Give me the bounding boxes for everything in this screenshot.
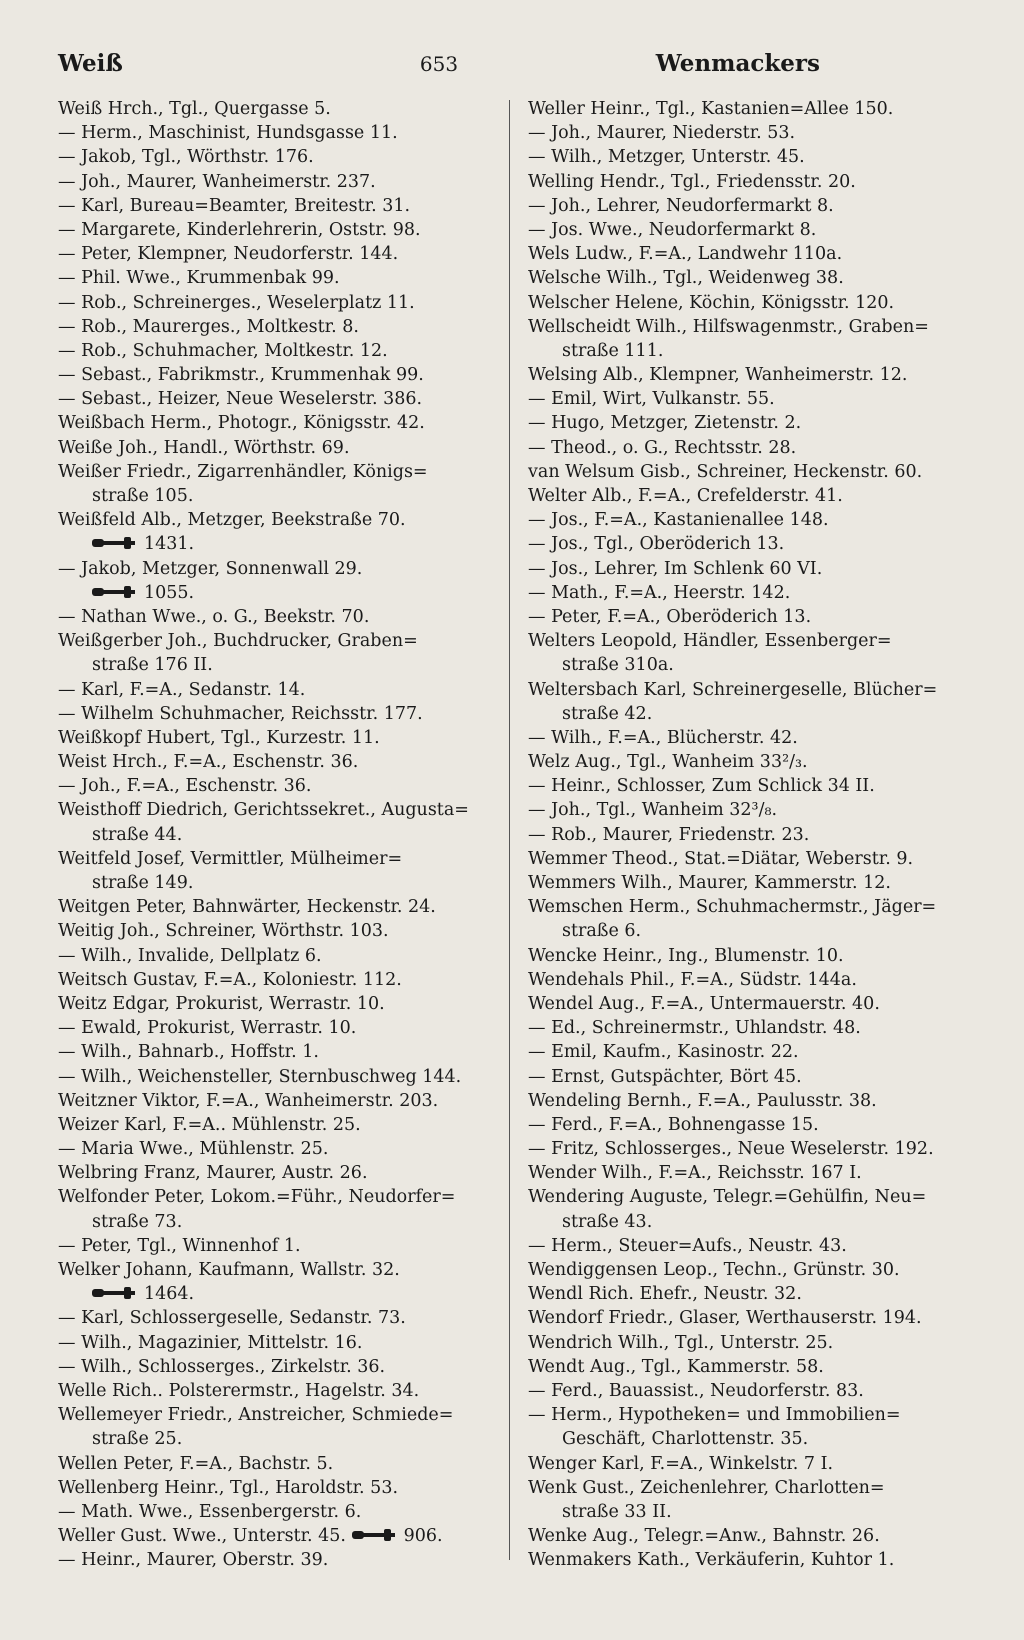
entry-text: Welter Alb., F.=A., Crefelderstr. 41.	[528, 486, 843, 506]
directory-entry	[528, 1016, 952, 1040]
entry-text: — Joh., Maurer, Wanheimerstr. 237.	[58, 171, 376, 192]
directory-entry	[528, 992, 952, 1016]
entry-text: straße 176 II.	[92, 655, 213, 676]
directory-entry	[58, 1089, 488, 1113]
entry-continuation	[528, 339, 952, 363]
entry-text: — Fritz, Schlosserges., Neue Weselerstr. 192.	[528, 1139, 934, 1160]
entry-continuation	[528, 1210, 952, 1234]
entry-text: — Rob., Maurerges., Moltkestr. 8.	[58, 316, 359, 337]
directory-entry	[528, 1331, 952, 1355]
directory-entry	[528, 1524, 952, 1548]
entry-text: Weitzner Viktor, F.=A., Wanheimerstr. 203.	[58, 1090, 439, 1111]
directory-entry	[58, 1524, 488, 1548]
entry-text: — Jos., F.=A., Kastanienallee 148.	[528, 510, 829, 531]
entry-text: Weißkopf Hubert, Tgl., Kurzestr. 11.	[58, 727, 380, 748]
entry-text: — Wilhelm Schuhmacher, Reichsstr. 177.	[58, 703, 423, 724]
entry-continuation	[58, 1282, 488, 1306]
directory-entry	[528, 1113, 952, 1137]
directory-entry	[58, 460, 488, 484]
directory-entry	[528, 944, 952, 968]
left-column	[58, 97, 488, 1572]
entry-text: Wellenberg Heinr., Tgl., Haroldstr. 53.	[58, 1477, 399, 1498]
directory-entry	[528, 1282, 952, 1306]
directory-entry	[58, 629, 488, 653]
entry-text: Welscher Helene, Köchin, Königsstr. 120.	[528, 292, 895, 313]
header-first-entry: Weiß	[58, 50, 123, 77]
entry-text: — Theod., o. G., Rechtsstr. 28.	[528, 437, 797, 458]
directory-entry	[58, 1137, 488, 1161]
entry-continuation	[58, 1210, 488, 1234]
entry-text: — Peter, Tgl., Winnenhof 1.	[58, 1235, 301, 1256]
directory-entry	[58, 1379, 488, 1403]
entry-text: — Joh., F.=A., Eschenstr. 36.	[58, 776, 312, 797]
entry-text: — Joh., Lehrer, Neudorfermarkt 8.	[528, 195, 834, 216]
directory-entry	[528, 411, 952, 435]
right-column	[528, 97, 952, 1572]
directory-entry	[528, 508, 952, 532]
entry-continuation	[58, 581, 488, 605]
directory-entry	[528, 823, 952, 847]
entry-text: Wenke Aug., Telegr.=Anw., Bahnstr. 26.	[528, 1526, 880, 1547]
entry-text: Weißer Friedr., Zigarrenhändler, Königs=	[58, 461, 428, 482]
telephone-icon	[92, 1286, 136, 1300]
directory-entry	[528, 436, 952, 460]
directory-entry	[58, 1355, 488, 1379]
directory-entry	[528, 557, 952, 581]
directory-entry	[58, 194, 488, 218]
entry-text: — Margarete, Kinderlehrerin, Oststr. 98.	[58, 219, 421, 240]
entry-text: Weitz Edgar, Prokurist, Werrastr. 10.	[58, 993, 385, 1014]
directory-entry	[528, 315, 952, 339]
entry-continuation	[58, 871, 488, 895]
directory-entry	[58, 145, 488, 169]
entry-text: Wendeling Bernh., F.=A., Paulusstr. 38.	[528, 1090, 877, 1111]
directory-entry	[528, 1234, 952, 1258]
telephone-icon	[92, 585, 136, 599]
phone-number: 906.	[403, 1526, 443, 1547]
directory-entry	[58, 1452, 488, 1476]
directory-entry	[528, 774, 952, 798]
entry-continuation	[58, 484, 488, 508]
directory-entry	[58, 1306, 488, 1330]
directory-entry	[58, 121, 488, 145]
entry-text: Weißfeld Alb., Metzger, Beekstraße 70.	[58, 510, 406, 531]
directory-entry	[528, 678, 952, 702]
telephone-icon	[92, 536, 136, 550]
directory-entry	[58, 363, 488, 387]
entry-text: Weitsch Gustav, F.=A., Koloniestr. 112.	[58, 969, 402, 990]
entry-text: Welbring Franz, Maurer, Austr. 26.	[58, 1163, 368, 1184]
directory-entry	[58, 1548, 488, 1572]
entry-continuation	[528, 702, 952, 726]
entry-text: — Ed., Schreinermstr., Uhlandstr. 48.	[528, 1018, 861, 1039]
entry-text: — Ferd., F.=A., Bohnengasse 15.	[528, 1114, 819, 1135]
directory-entry	[528, 484, 952, 508]
entry-text: Wendl Rich. Ehefr., Neustr. 32.	[528, 1284, 802, 1305]
entry-continuation	[58, 653, 488, 677]
entry-text: — Maria Wwe., Mühlenstr. 25.	[58, 1139, 329, 1160]
entry-text: — Hugo, Metzger, Zietenstr. 2.	[528, 413, 802, 434]
directory-entry	[58, 605, 488, 629]
entry-text: Wenmakers Kath., Verkäuferin, Kuhtor 1.	[528, 1550, 895, 1571]
directory-entry	[58, 798, 488, 822]
entry-text: Weißbach Herm., Photogr., Königsstr. 42.	[58, 413, 425, 434]
entry-text: Welz Aug., Tgl., Wanheim 33²/₃.	[528, 752, 808, 773]
entry-text: straße 73.	[92, 1211, 183, 1232]
directory-entry	[58, 266, 488, 290]
directory-entry	[528, 1161, 952, 1185]
directory-entry	[528, 1548, 952, 1572]
entry-text: Wemmers Wilh., Maurer, Kammerstr. 12.	[528, 873, 891, 893]
directory-entry	[528, 194, 952, 218]
entry-text: Weitgen Peter, Bahnwärter, Heckenstr. 24.	[58, 897, 436, 918]
directory-entry	[528, 968, 952, 992]
directory-entry	[58, 387, 488, 411]
directory-entry	[528, 629, 952, 653]
directory-entry	[58, 774, 488, 798]
entry-text: — Peter, F.=A., Oberöderich 13.	[528, 606, 812, 627]
directory-entry	[58, 702, 488, 726]
entry-continuation	[528, 653, 952, 677]
entry-text: Wencke Heinr., Ing., Blumenstr. 10.	[528, 945, 844, 966]
directory-entry	[58, 242, 488, 266]
directory-entry	[58, 1185, 488, 1209]
directory-entry	[58, 411, 488, 435]
entry-text: Weiße Joh., Handl., Wörthstr. 69.	[58, 437, 350, 458]
entry-text: straße 42.	[562, 703, 653, 724]
directory-entry	[58, 1113, 488, 1137]
entry-text: Wellen Peter, F.=A., Bachstr. 5.	[58, 1453, 334, 1474]
directory-entry	[58, 1476, 488, 1500]
directory-entry	[58, 847, 488, 871]
directory-entry	[58, 557, 488, 581]
directory-entry	[58, 750, 488, 774]
entry-text: Wendiggensen Leop., Techn., Grünstr. 30.	[528, 1260, 900, 1280]
directory-entry	[58, 508, 488, 532]
entry-text: Welker Johann, Kaufmann, Wallstr. 32.	[58, 1260, 400, 1280]
directory-entry	[528, 387, 952, 411]
entry-text: van Welsum Gisb., Schreiner, Heckenstr. 60.	[528, 461, 923, 482]
entry-continuation	[58, 823, 488, 847]
directory-entry	[58, 1403, 488, 1427]
entry-continuation	[528, 919, 952, 943]
directory-entry	[58, 1016, 488, 1040]
entry-text: Welling Hendr., Tgl., Friedensstr. 20.	[528, 171, 856, 192]
entry-text: Wemschen Herm., Schuhmachermstr., Jäger=	[528, 897, 937, 918]
entry-text: straße 310a.	[562, 655, 674, 676]
entry-continuation	[58, 532, 488, 556]
header-last-entry: Wenmackers	[655, 50, 820, 77]
entry-text: — Peter, Klempner, Neudorferstr. 144.	[58, 244, 399, 265]
directory-entry	[528, 605, 952, 629]
directory-entry	[528, 218, 952, 242]
entry-text: Wendorf Friedr., Glaser, Werthauserstr. 194.	[528, 1308, 922, 1329]
entry-text: Wendehals Phil., F.=A., Südstr. 144a.	[528, 969, 857, 990]
directory-entry	[58, 944, 488, 968]
directory-entry	[528, 170, 952, 194]
entry-text: — Wilh., Invalide, Dellplatz 6.	[58, 945, 322, 966]
directory-entry	[528, 1089, 952, 1113]
directory-entry	[528, 1258, 952, 1282]
directory-entry	[528, 726, 952, 750]
directory-entry	[58, 1040, 488, 1064]
directory-entry	[528, 1379, 952, 1403]
directory-entry	[528, 581, 952, 605]
entry-text: Weisthoff Diedrich, Gerichtssekret., Augusta=	[58, 800, 469, 821]
directory-entry	[528, 363, 952, 387]
directory-entry	[58, 97, 488, 121]
entry-text: — Phil. Wwe., Krummenbak 99.	[58, 268, 340, 289]
entry-text: — Rob., Schreinerges., Weselerplatz 11.	[58, 292, 415, 313]
directory-entry	[528, 1065, 952, 1089]
entry-text: — Joh., Maurer, Niederstr. 53.	[528, 123, 796, 144]
page-number: 653	[419, 52, 459, 76]
entry-text: Welsing Alb., Klempner, Wanheimerstr. 12.	[528, 365, 908, 386]
entry-text: Wellscheidt Wilh., Hilfswagenmstr., Graben=	[528, 316, 929, 337]
entry-text: — Wilh., Magazinier, Mittelstr. 16.	[58, 1332, 363, 1353]
directory-entry	[58, 339, 488, 363]
directory-entry	[58, 895, 488, 919]
directory-entry	[528, 1355, 952, 1379]
entry-text: Weitfeld Josef, Vermittler, Mülheimer=	[58, 848, 403, 869]
entry-text: — Herm., Hypotheken= und Immobilien=	[528, 1405, 901, 1426]
entry-text: — Herm., Steuer=Aufs., Neustr. 43.	[528, 1235, 847, 1256]
directory-entry	[58, 436, 488, 460]
entry-text: — Emil, Kaufm., Kasinostr. 22.	[528, 1042, 799, 1063]
entry-text: — Math., F.=A., Heerstr. 142.	[528, 582, 791, 603]
entry-continuation	[58, 1427, 488, 1451]
directory-entry	[58, 919, 488, 943]
directory-entry	[58, 992, 488, 1016]
directory-entry	[58, 1161, 488, 1185]
entry-text: straße 44.	[92, 824, 183, 845]
directory-entry	[528, 750, 952, 774]
directory-entry	[58, 1331, 488, 1355]
entry-text: — Emil, Wirt, Vulkanstr. 55.	[528, 389, 775, 410]
entry-text: straße 111.	[562, 340, 664, 361]
entry-text: — Sebast., Heizer, Neue Weselerstr. 386.	[58, 389, 423, 410]
entry-text: Welsche Wilh., Tgl., Weidenweg 38.	[528, 268, 844, 289]
directory-entry	[528, 1403, 952, 1427]
entry-text: — Rob., Maurer, Friedenstr. 23.	[528, 824, 810, 845]
entry-text: — Joh., Tgl., Wanheim 32³/₈.	[528, 800, 778, 821]
entry-text: — Wilh., Schlosserges., Zirkelstr. 36.	[58, 1356, 386, 1377]
directory-entry	[528, 871, 952, 895]
entry-text: — Jos., Lehrer, Im Schlenk 60 VI.	[528, 558, 823, 579]
entry-text: 1464.	[144, 1284, 195, 1305]
directory-entry	[58, 170, 488, 194]
entry-text: Wels Ludw., F.=A., Landwehr 110a.	[528, 244, 843, 265]
entry-text: — Wilh., Bahnarb., Hoffstr. 1.	[58, 1042, 319, 1063]
directory-entry	[528, 266, 952, 290]
entry-text: — Jakob, Tgl., Wörthstr. 176.	[58, 147, 314, 168]
entry-text: straße 25.	[92, 1429, 183, 1450]
entry-text: — Herm., Maschinist, Hundsgasse 11.	[58, 123, 398, 144]
directory-entry	[528, 798, 952, 822]
directory-entry	[528, 145, 952, 169]
entry-text: straße 33 II.	[562, 1501, 672, 1522]
entry-text: — Ewald, Prokurist, Werrastr. 10.	[58, 1018, 357, 1039]
entry-continuation	[528, 1500, 952, 1524]
entry-text: Weiß Hrch., Tgl., Quergasse 5.	[58, 99, 331, 119]
directory-entry	[58, 1234, 488, 1258]
entry-text: 1055.	[144, 582, 195, 603]
entry-text: Welfonder Peter, Lokom.=Führ., Neudorfer=	[58, 1187, 456, 1208]
entry-text: Weltersbach Karl, Schreinergeselle, Blücher=	[528, 679, 938, 700]
entry-text: Wenger Karl, F.=A., Winkelstr. 7 I.	[528, 1453, 834, 1474]
directory-entry	[58, 1258, 488, 1282]
entry-text: — Wilh., Metzger, Unterstr. 45.	[528, 147, 805, 168]
entry-text: Wellemeyer Friedr., Anstreicher, Schmiede=	[58, 1405, 454, 1426]
entry-text: Welle Rich.. Polsterermstr., Hagelstr. 34.	[58, 1380, 420, 1401]
directory-entry	[528, 121, 952, 145]
entry-text: straße 43.	[562, 1211, 653, 1232]
entry-continuation	[528, 1427, 952, 1451]
entry-text: Geschäft, Charlottenstr. 35.	[562, 1429, 809, 1450]
entry-text: straße 149.	[92, 873, 194, 893]
entry-text: — Rob., Schuhmacher, Moltkestr. 12.	[58, 340, 388, 361]
entry-text: Wemmer Theod., Stat.=Diätar, Weberstr. 9.	[528, 848, 914, 869]
entry-text: Welters Leopold, Händler, Essenberger=	[528, 631, 892, 652]
directory-entry	[58, 726, 488, 750]
directory-entry	[528, 242, 952, 266]
directory-entry	[528, 895, 952, 919]
directory-entry	[58, 1500, 488, 1524]
entry-text: — Wilh., F.=A., Blücherstr. 42.	[528, 727, 798, 748]
entry-text: — Ferd., Bauassist., Neudorferstr. 83.	[528, 1380, 864, 1401]
entry-text: — Heinr., Maurer, Oberstr. 39.	[58, 1550, 329, 1571]
entry-text: Wendrich Wilh., Tgl., Unterstr. 25.	[528, 1332, 834, 1353]
entry-text: Wendering Auguste, Telegr.=Gehülfin, Neu=	[528, 1187, 927, 1208]
directory-entry	[528, 1452, 952, 1476]
directory-entry	[528, 847, 952, 871]
directory-entry	[528, 1137, 952, 1161]
entry-text: Wendel Aug., F.=A., Untermauerstr. 40.	[528, 993, 880, 1014]
column-divider	[509, 100, 510, 1560]
directory-entry	[528, 1040, 952, 1064]
directory-entry	[58, 1065, 488, 1089]
directory-entry	[528, 1306, 952, 1330]
entry-text: — Math. Wwe., Essenbergerstr. 6.	[58, 1501, 362, 1522]
entry-text: Wenk Gust., Zeichenlehrer, Charlotten=	[528, 1477, 885, 1498]
entry-text: Wendt Aug., Tgl., Kammerstr. 58.	[528, 1356, 824, 1377]
directory-entry	[58, 315, 488, 339]
entry-text: — Karl, Schlossergeselle, Sedanstr. 73.	[58, 1308, 406, 1329]
entry-text: — Nathan Wwe., o. G., Beekstr. 70.	[58, 606, 370, 627]
entry-text: — Karl, Bureau=Beamter, Breitestr. 31.	[58, 195, 411, 216]
entry-text: straße 105.	[92, 486, 194, 506]
directory-entry	[528, 97, 952, 121]
entry-text: — Jos. Wwe., Neudorfermarkt 8.	[528, 219, 817, 240]
directory-entry	[528, 291, 952, 315]
directory-entry	[58, 291, 488, 315]
entry-text: straße 6.	[562, 921, 642, 942]
entry-text: Weller Gust. Wwe., Unterstr. 45.	[58, 1526, 346, 1547]
entry-text: — Ernst, Gutspächter, Bört 45.	[528, 1066, 802, 1087]
directory-entry	[58, 678, 488, 702]
entry-text: Wender Wilh., F.=A., Reichsstr. 167 I.	[528, 1163, 862, 1184]
directory-entry	[58, 968, 488, 992]
entry-text: — Wilh., Weichensteller, Sternbuschweg 144.	[58, 1066, 462, 1087]
entry-text: — Jos., Tgl., Oberöderich 13.	[528, 534, 785, 555]
entry-text: Weitig Joh., Schreiner, Wörthstr. 103.	[58, 921, 389, 942]
entry-text: — Karl, F.=A., Sedanstr. 14.	[58, 679, 306, 700]
directory-entry	[528, 1185, 952, 1209]
directory-entry	[528, 532, 952, 556]
entry-text: — Sebast., Fabrikmstr., Krummenhak 99.	[58, 365, 424, 386]
entry-text: — Heinr., Schlosser, Zum Schlick 34 II.	[528, 776, 875, 797]
entry-text: — Jakob, Metzger, Sonnenwall 29.	[58, 558, 363, 579]
entry-text: Weller Heinr., Tgl., Kastanien=Allee 150.	[528, 99, 894, 119]
entry-text: Weizer Karl, F.=A.. Mühlenstr. 25.	[58, 1114, 361, 1135]
page-header	[58, 50, 820, 82]
directory-entry	[528, 460, 952, 484]
entry-text: Weist Hrch., F.=A., Eschenstr. 36.	[58, 752, 359, 773]
directory-entry	[58, 218, 488, 242]
entry-text: 1431.	[144, 534, 195, 555]
telephone-icon	[352, 1528, 396, 1542]
directory-entry	[528, 1476, 952, 1500]
entry-text: Weißgerber Joh., Buchdrucker, Graben=	[58, 631, 418, 652]
